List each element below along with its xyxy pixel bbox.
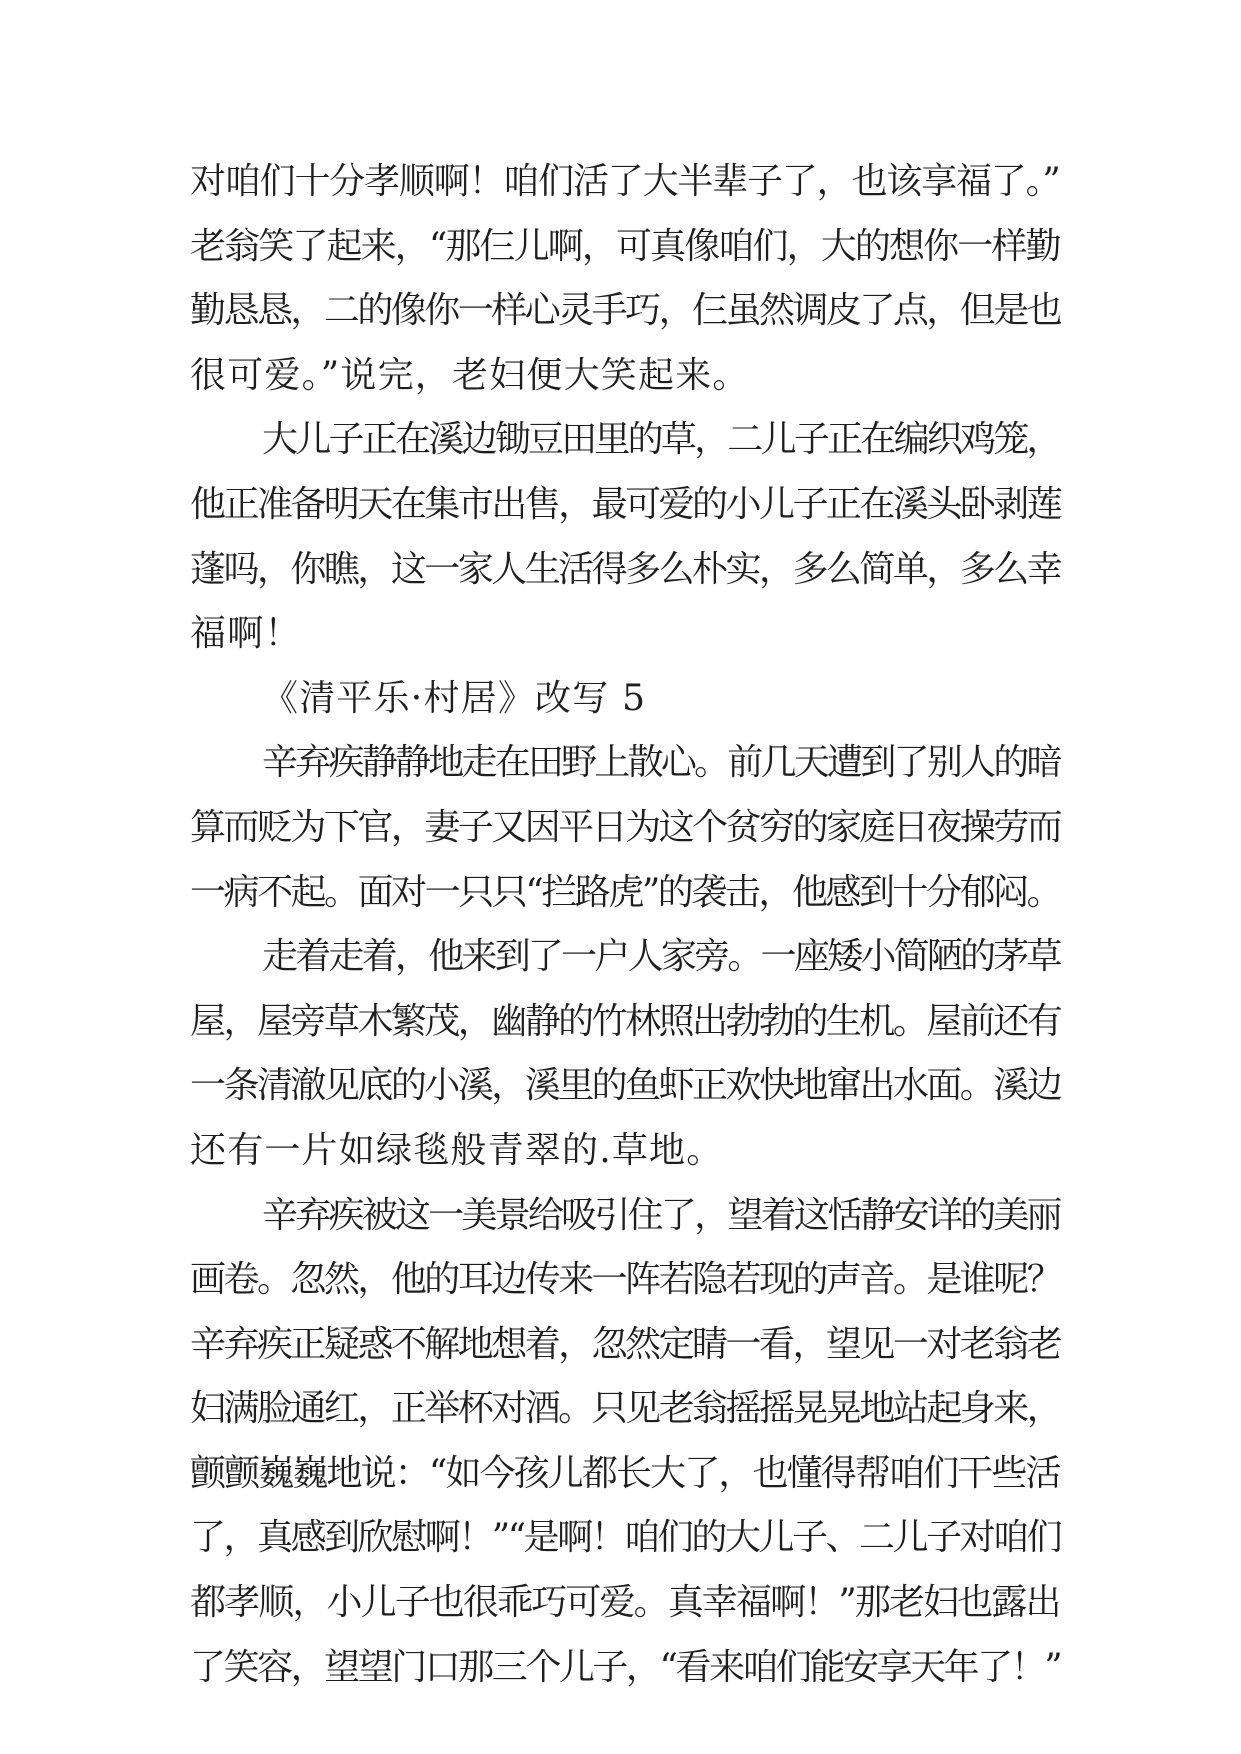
text-line: 辛弃疾静静地走在田野上散心。前几天遭到了别人的暗 [262,742,1060,784]
text-line: 对咱们十分孝顺啊！咱们活了大半辈子了，也该享福了。” [190,161,1060,202]
text-line: 走着走着，他来到了一户人家旁。一座矮小简陋的茅草 [262,936,1060,978]
document-body [190,150,1060,1700]
text-line: 还有一片如绿毯般青翠的.草地。 [190,1129,724,1171]
text-line: 算而贬为下官，妻子又因平日为这个贫穷的家庭日夜操劳而 [190,806,1061,848]
text-line: 画卷。忽然，他的耳边传来一阵若隐若现的声音。是谁呢？ [190,1259,1061,1301]
text-line: 了，真感到欣慰啊！”“是啊！咱们的大儿子、二儿子对咱们 [190,1517,1061,1559]
text-line: 屋，屋旁草木繁茂，幽静的竹林照出勃勃的生机。屋前还有 [190,1000,1061,1042]
text-line: 他正准备明天在集市出售，最可爱的小儿子正在溪头卧剥莲 [190,483,1061,525]
text-line: 颤颤巍巍地说：“如今孩儿都长大了，也懂得帮咱们干些活 [190,1452,1060,1494]
text-line: 都孝顺，小儿子也很乖巧可爱。真幸福啊！”那老妇也露出 [190,1582,1060,1624]
text-line: 勤恳恳，二的像你一样心灵手巧，仨虽然调皮了点，但是也 [190,290,1061,332]
text-line: 大儿子正在溪边锄豆田里的草，二儿子正在编织鸡笼， [262,419,1060,461]
text-line: 辛弃疾正疑惑不解地想着，忽然定睛一看，望见一对老翁老 [190,1323,1061,1365]
text-line: 老翁笑了起来，“那仨儿啊，可真像咱们，大的想你一样勤 [190,225,1060,267]
text-line: 一病不起。面对一只只“拦路虎”的袭击，他感到十分郁闷。 [190,871,1061,913]
text-line: 福啊！ [190,613,302,655]
text-line: 蓬吗，你瞧，这一家人生活得多么朴实，多么简单，多么幸 [190,548,1061,590]
text-line: 《清平乐·村居》改写 5 [262,677,647,719]
text-line: 一条清澈见底的小溪，溪里的鱼虾正欢快地窜出水面。溪边 [190,1065,1061,1107]
text-line: 妇满脸通红，正举杯对酒。只见老翁摇摇晃晃地站起身来， [190,1388,1061,1430]
text-line: 很可爱。”说完，老妇便大笑起来。 [190,354,750,396]
text-line: 辛弃疾被这一美景给吸引住了，望着这恬静安详的美丽 [262,1194,1060,1236]
text-line: 了笑容，望望门口那三个儿子，“看来咱们能安享天年了！” [190,1646,1061,1688]
